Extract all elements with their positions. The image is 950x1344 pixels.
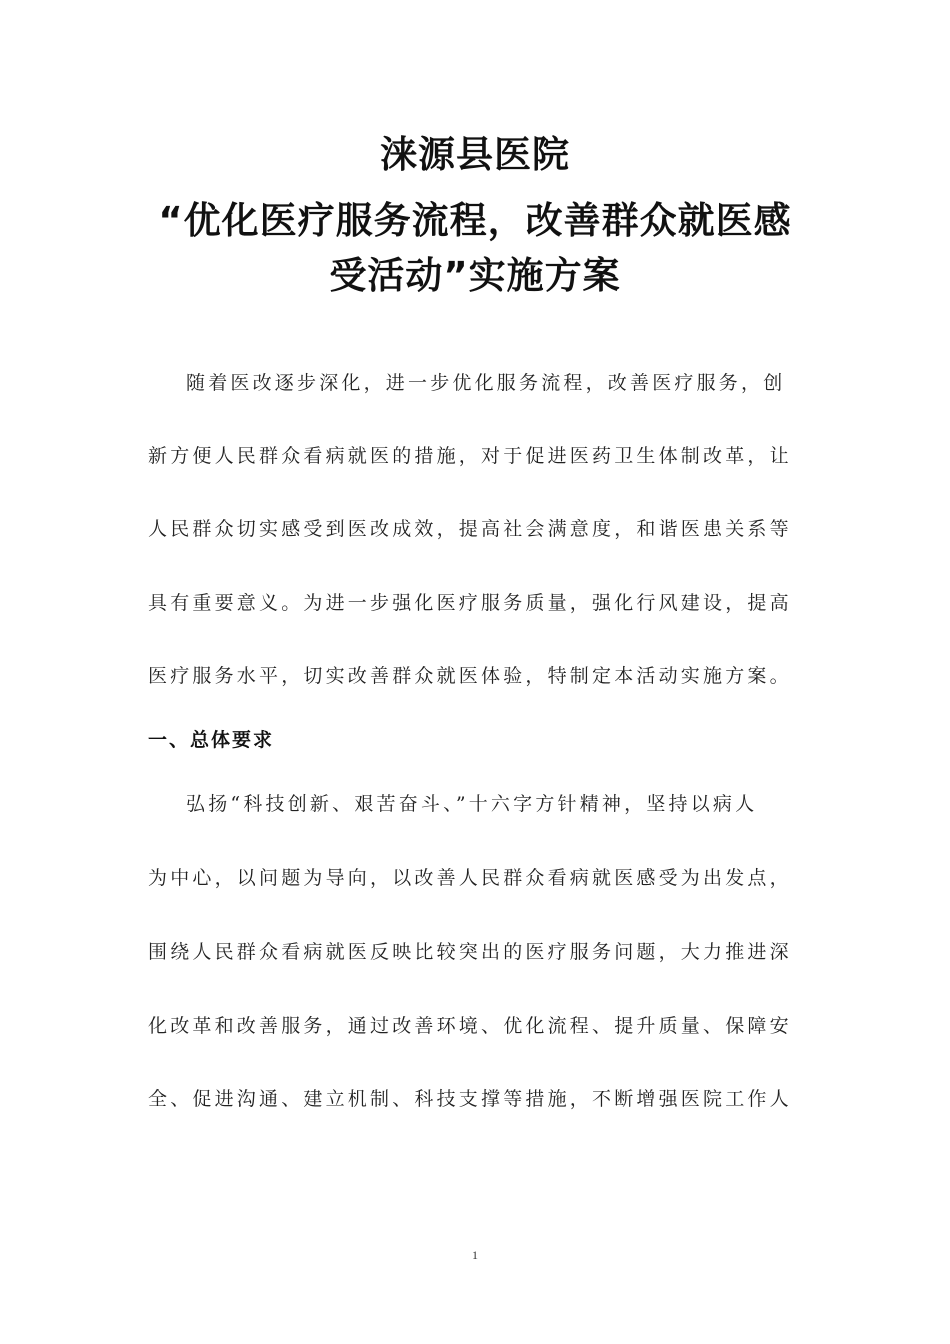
- intro-paragraph-line: 新方便人民群众看病就医的措施，对于促进医药卫生体制改革，让: [148, 445, 792, 467]
- section-paragraph-line: 为中心，以问题为导向，以改善人民群众看病就医感受为出发点，: [148, 867, 792, 889]
- page-number: 1: [472, 1248, 478, 1262]
- document-title-line-3: 受活动”实施方案: [329, 254, 621, 297]
- intro-paragraph-line: 具有重要意义。为进一步强化医疗服务质量，强化行风建设，提高: [148, 592, 792, 614]
- document-title-hospital: 涞源县医院: [380, 133, 570, 176]
- intro-paragraph-line: 人民群众切实感受到医改成效，提高社会满意度，和谐医患关系等: [148, 518, 792, 540]
- section-paragraph-line: 化改革和改善服务，通过改善环境、优化流程、提升质量、保障安: [148, 1015, 792, 1037]
- section-heading-general-requirements: 一、总体要求: [148, 729, 275, 751]
- section-paragraph-line: 弘扬“科技创新、艰苦奋斗、”十六字方针精神，坚持以病人: [186, 793, 758, 815]
- intro-paragraph-line: 随着医改逐步深化，进一步优化服务流程，改善医疗服务，创: [186, 372, 786, 394]
- section-paragraph-line: 围绕人民群众看病就医反映比较突出的医疗服务问题，大力推进深: [148, 941, 792, 963]
- intro-paragraph-line: 医疗服务水平，切实改善群众就医体验，特制定本活动实施方案。: [148, 665, 792, 687]
- document-title-line-2: “优化医疗服务流程，改善群众就医感: [158, 199, 792, 242]
- section-paragraph-line: 全、促进沟通、建立机制、科技支撑等措施，不断增强医院工作人: [148, 1088, 792, 1110]
